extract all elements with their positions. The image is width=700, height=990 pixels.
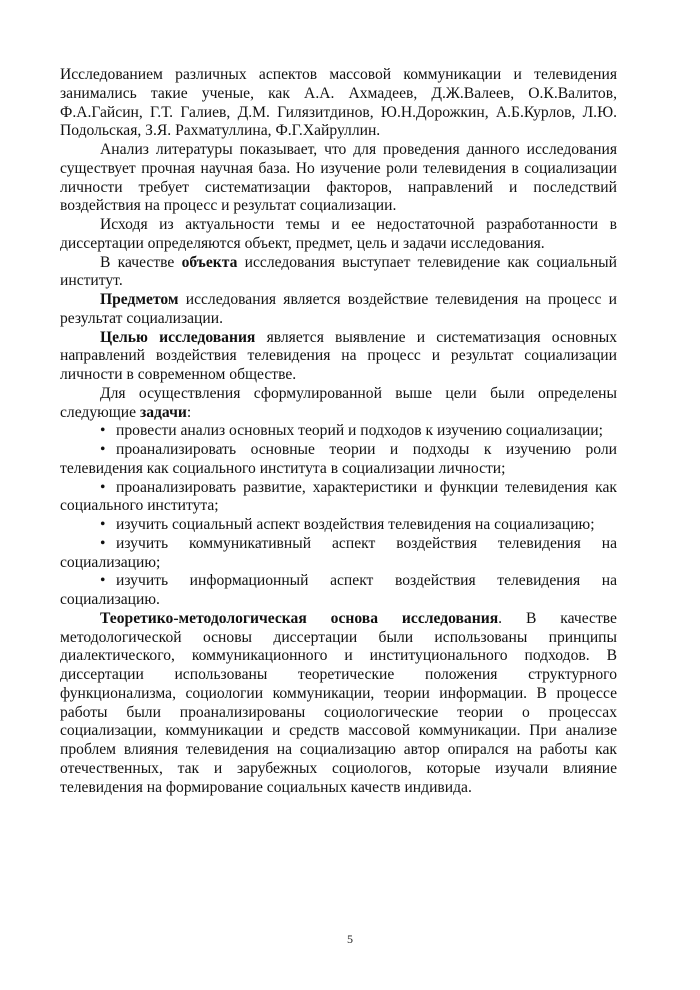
paragraph-tasks-intro — [60, 385, 617, 423]
paragraph-object — [60, 254, 617, 292]
task-text: изучить социальный аспект воздействия телевидения на социализацию; — [116, 516, 595, 533]
paragraph-subject — [60, 291, 617, 329]
term-tasks: задачи — [139, 403, 187, 421]
term-subject: Предметом — [100, 291, 179, 308]
term-object: объекта — [181, 253, 238, 271]
text: . В качестве методологической основы диссертации были использованы принципы диалектического, коммуникационного и институционального подходов. В диссертации использованы теоретические положения структурного функционализма, социологии коммуникации, теории информации. В процессе работы были проанализированы социологические теории о процессах социализации, коммуникации и средств массовой коммуникации. При анализе проблем влияния телевидения на социализацию автор опирался на работы как отечественных, так и зарубежных социологов, которые изучали влияние телевидения на формирование социальных качеств индивида. — [60, 609, 617, 796]
task-item — [60, 479, 617, 517]
bullet-icon: • — [100, 572, 106, 590]
page-number: 5 — [347, 932, 353, 946]
bullet-icon: • — [100, 516, 106, 533]
text: Для осуществления сформулированной выше цели были определены следующие — [60, 384, 617, 421]
bullet-icon: • — [100, 441, 106, 458]
text: В качестве — [100, 253, 182, 271]
tasks-list — [60, 422, 617, 610]
paragraph-literature-analysis: Анализ литературы показывает, что для проведения данного исследования существует прочная научная база. Но изучение роли телевидения в социализации личности требует систематизации факторов, направлений и последствий воздействия на процесс и результат социализации. — [60, 141, 617, 215]
paragraph-research-definitions: Исходя из актуальности темы и ее недостаточной разработанности в диссертации определяются объект, предмет, цель и задачи исследования. — [60, 216, 617, 252]
task-item — [60, 422, 617, 441]
paragraph-methodology — [60, 610, 617, 798]
paragraph-goal — [60, 329, 617, 385]
bullet-icon: • — [100, 534, 106, 552]
task-item — [60, 441, 617, 479]
task-text: проанализировать основные теории и подходы к изучению роли телевидения как социального института в социализации личности; — [60, 441, 617, 477]
task-text: проанализировать развитие, характеристики и функции телевидения как социального института; — [60, 478, 617, 515]
task-item — [60, 516, 617, 535]
paragraph-researchers: Исследованием различных аспектов массовой коммуникации и телевидения занимались такие ученые, как А.А. Ахмадеев, Д.Ж.Валеев, О.К.Валитов, Ф.А.Гайсин, Г.Т. Галиев, Д.М. Гилязитдинов, Ю.Н.Дорожкин, А.Б.Курлов, Л.Ю. Подольская, З.Я. Рахматуллина, Ф.Г.Хайруллин. — [60, 66, 617, 140]
task-item — [60, 572, 617, 610]
task-item — [60, 535, 617, 573]
term-methodology: Теоретико-методологическая основа исследования — [100, 609, 499, 627]
text: исследования выступает телевидение как социальный институт. — [60, 253, 618, 290]
term-goal: Целью исследования — [100, 328, 256, 346]
task-text: изучить коммуникативный аспект воздействия телевидения на социализацию; — [60, 534, 617, 571]
text: является выявление и систематизация основных направлений воздействия телевидения на процесс и результат социализации личности в современном обществе. — [60, 328, 617, 383]
task-text: провести анализ основных теорий и подходов к изучению социализации; — [116, 422, 603, 440]
text: исследования является воздействие телевидения на процесс и результат социализации. — [60, 291, 617, 327]
bullet-icon: • — [100, 422, 106, 440]
text: : — [186, 403, 192, 421]
bullet-icon: • — [100, 478, 106, 496]
task-text: изучить информационный аспект воздействия телевидения на социализацию. — [60, 572, 617, 608]
document-page — [60, 66, 617, 797]
